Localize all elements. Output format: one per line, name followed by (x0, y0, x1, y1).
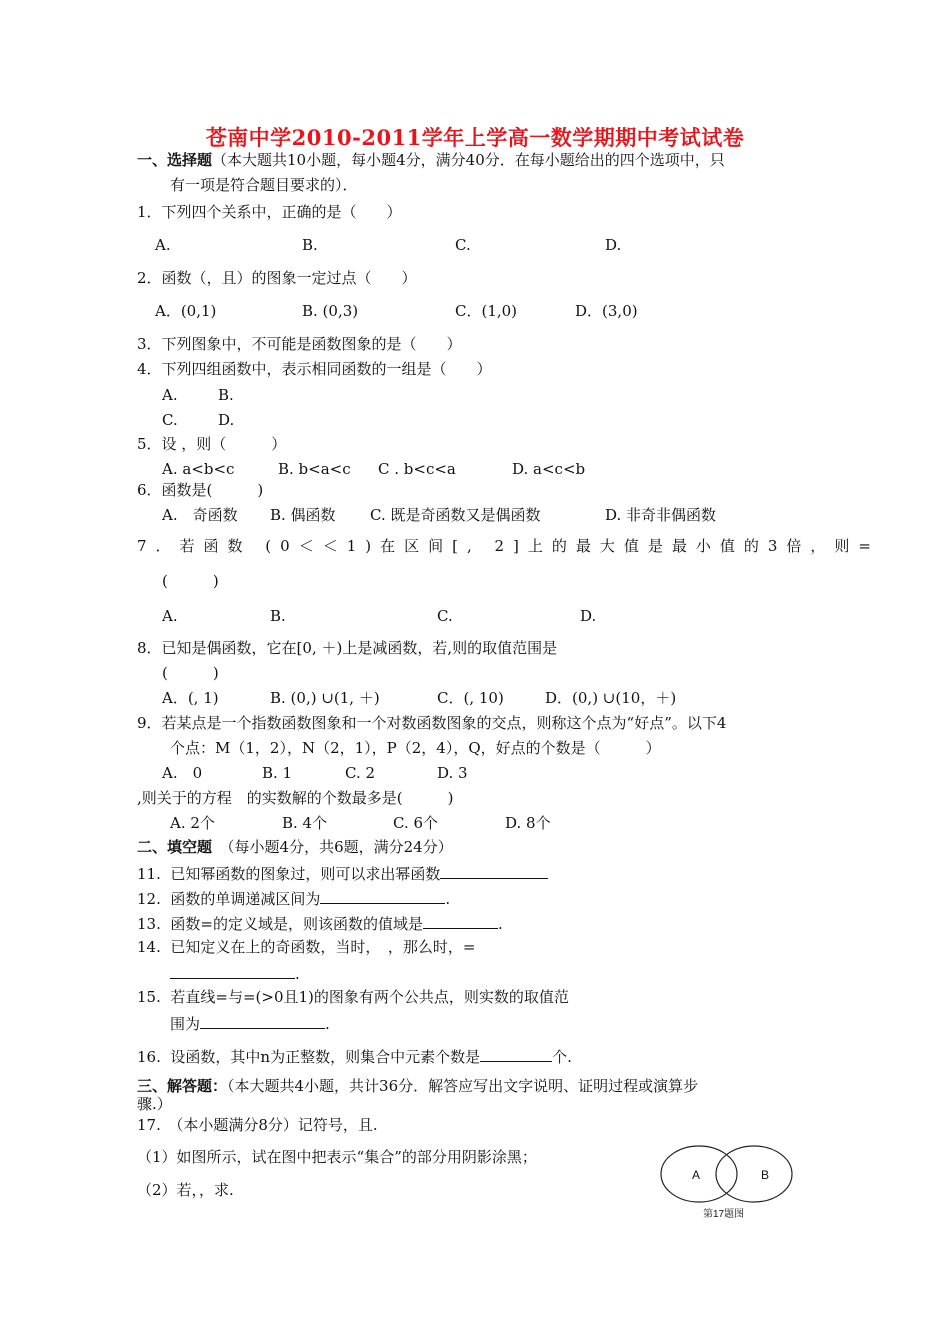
q1-option-b: B. (302, 236, 318, 254)
q16-number: 16. (137, 1048, 161, 1066)
q8-option-d: D．(0,) ∪(10，＋) (545, 689, 677, 707)
q14-answer-line (170, 962, 300, 984)
q12-answer-blank[interactable] (320, 887, 445, 904)
q6-option-d: D. 非奇非偶函数 (605, 506, 717, 524)
q16-answer-blank[interactable] (480, 1045, 552, 1062)
q17-part2: （2）若，，求. (137, 1181, 234, 1199)
q6-option-c: C. 既是奇函数又是偶函数 (370, 506, 541, 524)
q12-tail: . (445, 890, 451, 908)
q15-text: 若直线=与=(>0且1)的图象有两个公共点，则实数的取值范 (170, 988, 569, 1006)
q5-option-c: C . b<c<a (378, 460, 456, 478)
q13-text: 函数=的定义域是，则该函数的值域是 (170, 915, 423, 933)
venn-set-b-circle (716, 1146, 792, 1202)
q9-option-b: B. 1 (262, 764, 293, 782)
q15-text2: 围为 (170, 1015, 201, 1033)
q1-option-d: D. (605, 236, 622, 254)
q15-number: 15. (137, 988, 161, 1006)
q10-option-c: C. 6个 (393, 814, 439, 832)
q12-number: 12. (137, 890, 161, 908)
section3-desc-1: （本大题共4小题，共计36分．解答应写出文字说明、证明过程或演算步 (227, 1077, 699, 1095)
section1-header (137, 150, 725, 170)
q11 (137, 862, 548, 884)
q11-text: 已知幂函数的图象过，则可以求出幂函数 (170, 865, 441, 883)
q9-option-c: C. 2 (345, 764, 376, 782)
q1-option-a: A. (155, 236, 171, 254)
section2-header (137, 837, 453, 857)
q4-option-a: A. (162, 386, 178, 404)
section2-heading: 二、填空题 (137, 838, 213, 856)
section3-desc-2: 骤.） (137, 1095, 172, 1113)
q7-option-b: B. (270, 607, 286, 625)
venn-label-a: A (692, 1168, 701, 1182)
q2-stem: 2．函数（，且）的图象一定过点（ ） (137, 269, 417, 287)
q14-tail: . (295, 965, 300, 983)
q16-tail: 个. (552, 1048, 572, 1066)
q8-option-a: A．(, 1) (162, 689, 219, 707)
q5-option-d: D. a<c<b (512, 460, 586, 478)
q14-answer-blank[interactable] (170, 962, 295, 979)
q7-option-c: C. (437, 607, 453, 625)
q9-stem-2: 个点：M（1，2），N（2，1），P（2，4），Q，好点的个数是（ ） (170, 739, 661, 757)
q11-answer-blank[interactable] (440, 862, 548, 879)
q10-option-a: A. 2个 (170, 814, 215, 832)
q13-answer-blank[interactable] (423, 912, 498, 929)
q11-number: 11. (137, 865, 161, 883)
section3-header (137, 1076, 698, 1096)
q16 (137, 1045, 572, 1067)
q6-option-b: B. 偶函数 (270, 506, 336, 524)
q7-paren: ( ) (162, 572, 219, 590)
q7-option-a: A. (162, 607, 178, 625)
q16-text: 设函数，其中n为正整数，则集合中元素个数是 (170, 1048, 481, 1066)
q7-option-d: D. (580, 607, 597, 625)
q13-number: 13. (137, 915, 161, 933)
q4-option-c: C. (162, 411, 178, 429)
q8-paren: ( ) (162, 664, 219, 682)
venn-label-b: B (761, 1168, 770, 1182)
q9-stem-1: 9．若某点是一个指数函数图象和一个对数函数图象的交点，则称这个点为“好点”。以下4 (137, 714, 727, 732)
q12-text: 函数的单调递减区间为 (170, 890, 321, 908)
q4-option-b: B. (218, 386, 234, 404)
q3-stem: 3．下列图象中，不可能是函数图象的是（ ） (137, 335, 462, 353)
q9-option-a: A. 0 (162, 764, 203, 782)
q4-stem: 4．下列四组函数中，表示相同函数的一组是（ ） (137, 360, 492, 378)
q5-stem: 5．设 ，则（ ） (137, 435, 287, 453)
q7-stem: 7．若函数 (0＜＜1)在区间[, 2]上的最大值是最小值的3倍，则= (137, 537, 881, 555)
q14-text: 已知定义在上的奇函数，当时， ，那么时，= (170, 938, 476, 956)
q2-option-d: D．(3,0) (575, 302, 638, 320)
q15-answer-line (170, 1012, 330, 1034)
q15 (137, 987, 569, 1007)
q10-option-b: B. 4个 (282, 814, 328, 832)
q6-stem: 6．函数是( ) (137, 481, 264, 499)
q2-option-b: B. (0,3) (302, 302, 359, 320)
section1-desc-1: （本大题共10小题，每小题4分，满分40分．在每小题给出的四个选项中，只 (212, 151, 725, 169)
q8-option-c: C．(, 10) (437, 689, 504, 707)
section1-heading: 一、选择题 (137, 151, 213, 169)
q12 (137, 887, 450, 909)
venn-diagram (655, 1138, 805, 1228)
q5-option-b: B. b<a<c (278, 460, 351, 478)
q5-option-a: A. a<b<c (162, 460, 235, 478)
q17-stem: 17. （本小题满分8分）记符号，且. (137, 1116, 378, 1134)
q15-tail: . (325, 1015, 330, 1033)
q13 (137, 912, 503, 934)
q17-part1: （1）如图所示，试在图中把表示“集合”的部分用阴影涂黑； (137, 1148, 537, 1166)
section3-heading: 三、解答题： (137, 1077, 228, 1095)
q13-tail: . (497, 915, 503, 933)
q8-option-b: B. (0,) ∪(1, ＋) (270, 689, 380, 707)
q9-option-d: D. 3 (437, 764, 468, 782)
exam-title: 苍南中学2010-2011学年上学高一数学期期中考试试卷 (205, 125, 745, 150)
q10-option-d: D. 8个 (505, 814, 551, 832)
q1-stem: 1．下列四个关系中，正确的是（ ） (137, 203, 402, 221)
venn-caption: 第17题图 (703, 1209, 745, 1220)
q15-answer-blank[interactable] (200, 1012, 325, 1029)
q6-option-a: A. 奇函数 (162, 506, 238, 524)
q8-stem: 8．已知是偶函数，它在[0, ＋)上是减函数，若,则的取值范围是 (137, 639, 558, 657)
section2-desc: （每小题4分，共6题，满分24分） (227, 838, 453, 856)
q2-option-a: A．(0,1) (155, 302, 217, 320)
q4-option-d: D. (218, 411, 235, 429)
q10-stem: ,则关于的方程 的实数解的个数最多是( ) (137, 789, 454, 807)
q2-option-c: C．(1,0) (455, 302, 518, 320)
q14 (137, 937, 475, 957)
section1-desc-2: 有一项是符合题目要求的）． (170, 176, 358, 194)
q14-number: 14. (137, 938, 161, 956)
q1-option-c: C. (455, 236, 471, 254)
